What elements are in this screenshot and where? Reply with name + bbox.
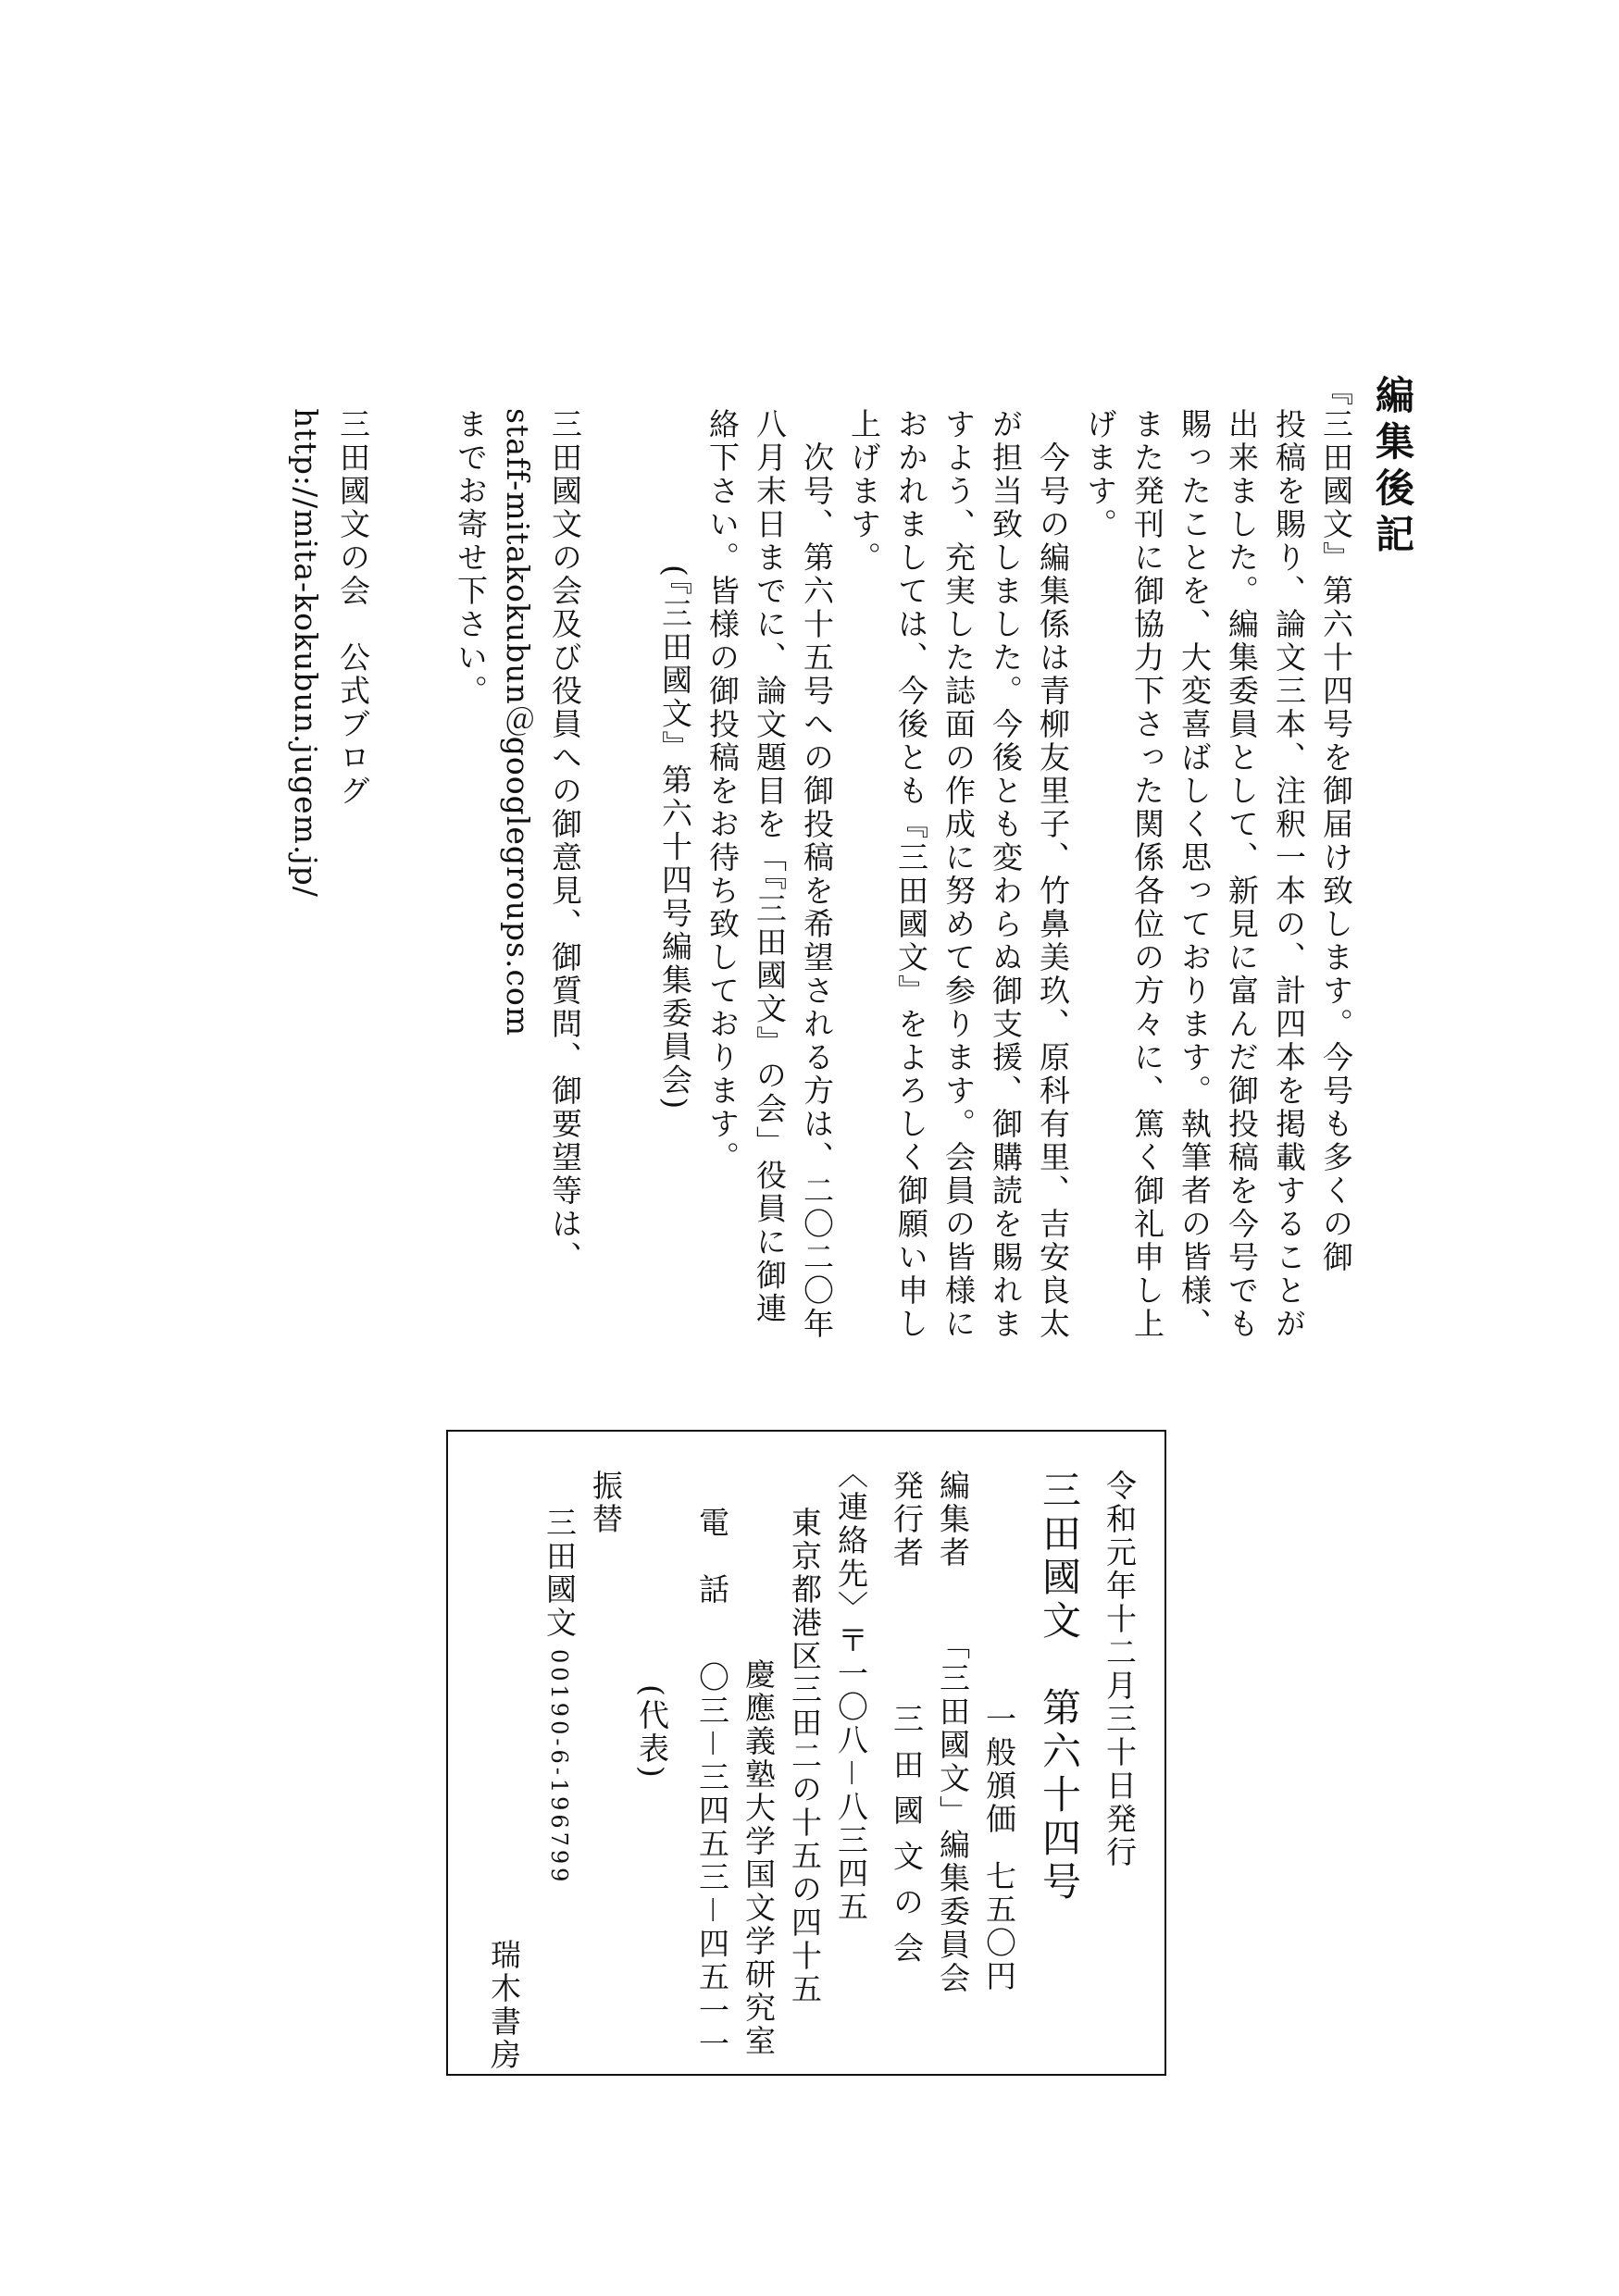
colophon-transfer-number: 00190-6-196799: [546, 1649, 572, 1886]
colophon-address-1: 東京都港区三田二の十五の四十五: [787, 1507, 823, 2006]
paragraph-1-line: 投稿を賜り、論文三本、注釈一本の、計四本を掲載することが: [1271, 408, 1307, 1341]
colophon-phone-note: (代表): [634, 1684, 670, 1781]
blog-url-link[interactable]: http://mita-kokubun.jugem.jp/: [288, 408, 324, 898]
colophon-address-2: 慶應義塾大学国文学研究室: [741, 1658, 777, 2058]
paragraph-1-line: げます。: [1082, 408, 1118, 541]
paragraph-3-line: 八月末日までに、論文題目を「『三田國文』の会」役員に御連: [752, 408, 788, 1326]
paragraph-2-line: すよう、充実した誌面の作成に努めて参ります。会員の皆様に: [940, 408, 977, 1341]
colophon-editor-label: 編集者: [935, 1470, 971, 1570]
paragraph-3-line: 次号、第六十五号への御投稿を希望される方は、二〇二〇年: [799, 441, 835, 1341]
paragraph-3-line: 絡下さい。皆様の御投稿をお待ち致しております。: [704, 408, 741, 1174]
contact-line: 三田國文の会及び役員への御意見、御質問、御要望等は、: [547, 408, 583, 1274]
paragraph-2-line: おかれましては、今後とも『三田國文』をよろしく御願い申し: [893, 408, 929, 1341]
colophon-contact-label: 〈連絡先〉〒一〇八－八三四五: [833, 1458, 869, 1924]
colophon-phone-label: 電 話: [694, 1507, 730, 1607]
colophon-price: 七五〇円: [981, 1860, 1017, 1993]
paragraph-2-line: 今号の編集係は青柳友里子、竹鼻美玖、原科有里、吉安良太: [1035, 441, 1071, 1341]
paragraph-2-line: が担当致しました。今後とも変わらぬ御支援、御購読を賜れま: [988, 408, 1024, 1341]
paragraph-2-line: 上げます。: [846, 408, 882, 575]
colophon-phone: 〇三－三四五三－四五一一: [694, 1661, 730, 2061]
paragraph-1-line: 出来ました。編集委員として、新見に富んだ御投稿を今号でも: [1224, 408, 1260, 1341]
afterword-title: 編集後記: [1370, 375, 1415, 560]
blog-label: 三田國文の会 公式ブログ: [335, 408, 371, 808]
paragraph-1-line: また発刊に御協力下さった関係各位の方々に、篤く御礼申し上: [1129, 408, 1165, 1341]
colophon-publisher: 三 田 國 文 の 会: [889, 1703, 925, 1966]
paragraph-1-line: 『三田國文』第六十四号を御届け致します。今号も多くの御: [1318, 375, 1354, 1274]
contact-email[interactable]: staff-mitakokubun＠googlegroups.com: [500, 408, 536, 1037]
colophon-transfer-name: 三田國文: [542, 1507, 578, 1640]
colophon-publisher-label: 発行者: [889, 1470, 925, 1570]
colophon-journal-title: 三田國文 第六十四号: [1037, 1470, 1082, 1905]
colophon-editor: 「三田國文」編集委員会: [935, 1629, 971, 1995]
contact-line: までお寄せ下さい。: [453, 408, 489, 708]
colophon-printer: 瑞木書房: [486, 1939, 522, 2072]
colophon-transfer-label: 振替: [588, 1470, 624, 1536]
colophon-price-label: 一般頒価: [981, 1703, 1017, 1836]
paragraph-1-line: 賜ったことを、大変喜ばしく思っております。執筆者の皆様、: [1177, 408, 1213, 1341]
colophon-date: 令和元年十二月三十日発行: [1102, 1470, 1138, 1869]
afterword-signature: (『三田國文』第六十四号編集委員会): [657, 565, 693, 1112]
